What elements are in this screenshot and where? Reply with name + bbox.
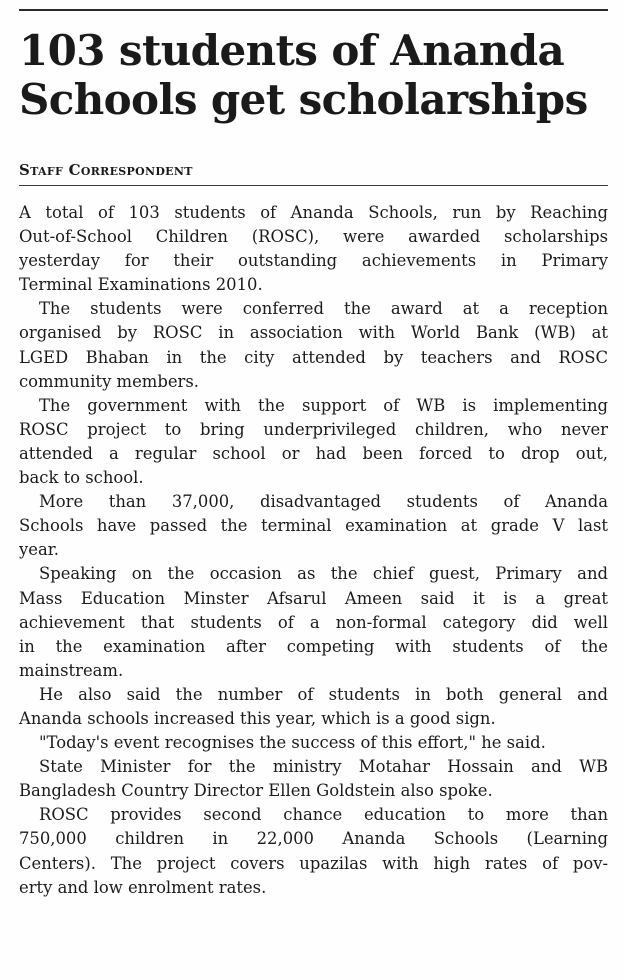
headline xyxy=(19,26,619,124)
text-line: Speaking on the occasion as the chief guest, Primary and xyxy=(39,564,608,584)
text-line: organised by ROSC in association with World Bank (WB) at xyxy=(19,323,608,343)
article-body xyxy=(19,201,608,900)
text-line: ROSC project to bring underprivileged children, who never xyxy=(19,419,608,439)
text-line: ROSC provides second chance education to more than xyxy=(39,805,608,825)
text-line: Mass Education Minster Afsarul Ameen said it is a great xyxy=(19,588,608,608)
text-line: in the examination after competing with students of the xyxy=(19,636,608,656)
text-line: 750,000 children in 22,000 Ananda Schools (Learning xyxy=(19,829,608,849)
text-line: He also said the number of students in both general and xyxy=(39,684,608,704)
text-line: Centers). The project covers upazilas with high rates of pov- xyxy=(19,853,608,873)
text-line: achievement that students of a non-formal category did well xyxy=(19,612,608,632)
byline: Staff Correspondent xyxy=(19,161,193,179)
text-line: Bangladesh Country Director Ellen Goldstein also spoke. xyxy=(19,781,493,801)
paragraph xyxy=(19,490,608,562)
text-line: The students were conferred the award at a reception xyxy=(39,299,608,319)
text-line: back to school. xyxy=(19,468,144,488)
text-line: year. xyxy=(19,540,59,560)
paragraph xyxy=(19,731,608,755)
paragraph xyxy=(19,201,608,297)
top-rule xyxy=(19,9,608,11)
text-line: A total of 103 students of Ananda Schools, run by Reaching xyxy=(19,203,608,222)
text-line: More than 37,000, disadvantaged students of Ananda xyxy=(39,492,608,512)
text-line: State Minister for the ministry Motahar Hossain and WB xyxy=(39,757,608,777)
text-line: Schools have passed the terminal examination at grade V last xyxy=(19,516,608,536)
text-line: community members. xyxy=(19,371,199,391)
headline-line: Schools get scholarships xyxy=(19,75,588,124)
text-line: The government with the support of WB is implementing xyxy=(39,395,608,415)
text-line: Out-of-School Children (ROSC), were awarded scholarships xyxy=(19,227,608,247)
text-line: yesterday for their outstanding achievements in Primary xyxy=(19,251,608,271)
paragraph xyxy=(19,683,608,731)
text-line: Ananda schools increased this year, which is a good sign. xyxy=(19,708,496,728)
paragraph xyxy=(19,803,608,899)
text-line: erty and low enrolment rates. xyxy=(19,877,267,897)
text-line: Terminal Examinations 2010. xyxy=(19,275,263,295)
text-line: LGED Bhaban in the city attended by teachers and ROSC xyxy=(19,347,608,367)
text-line: "Today's event recognises the success of this effort," he said. xyxy=(39,733,546,753)
paragraph xyxy=(19,297,608,393)
byline-rule xyxy=(19,185,608,186)
text-line: attended a regular school or had been forced to drop out, xyxy=(19,443,608,463)
paragraph xyxy=(19,562,608,682)
paragraph xyxy=(19,755,608,803)
headline-line: 103 students of Ananda xyxy=(19,26,565,75)
text-line: mainstream. xyxy=(19,660,124,680)
paragraph xyxy=(19,394,608,490)
